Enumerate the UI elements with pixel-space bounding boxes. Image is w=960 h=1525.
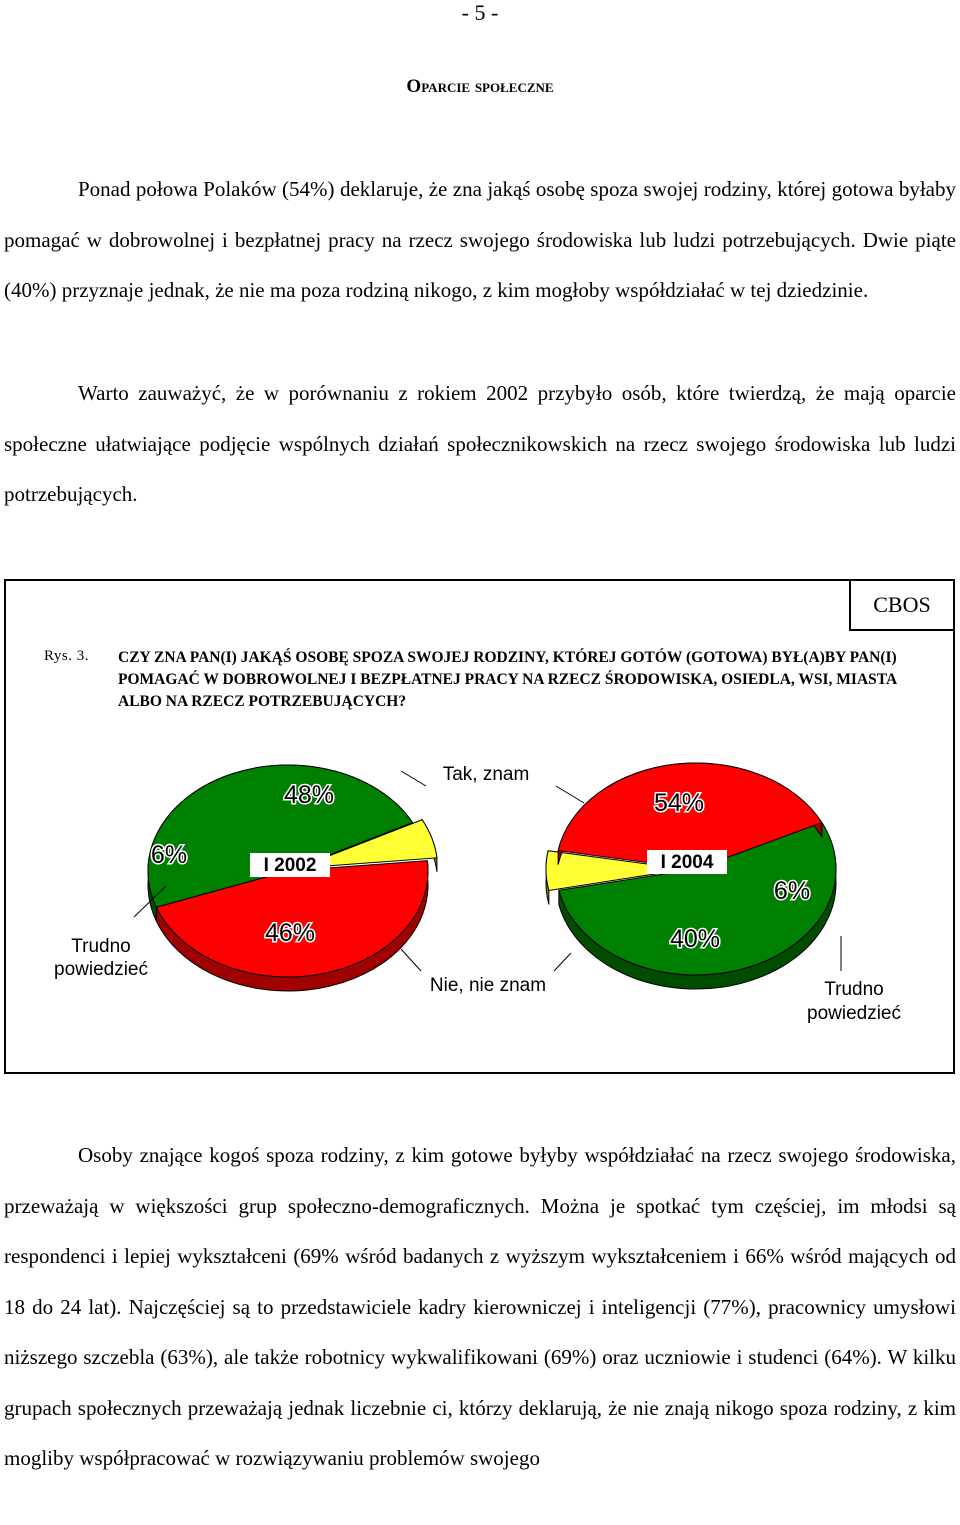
pie-2002-value-label: 46%	[264, 919, 316, 947]
label-dont-know-right-1: Trudno	[824, 979, 884, 1000]
label-dont-know-right-2: powiedzieć	[807, 1003, 901, 1024]
leader-line-no-left	[401, 949, 421, 971]
pie-2004-title: I 2004	[660, 852, 714, 873]
source-label: CBOS	[849, 579, 955, 631]
paragraph-intro	[4, 164, 956, 316]
paragraph-comparison	[4, 368, 956, 520]
leader-line-yes-right	[556, 786, 584, 803]
paragraph-intro-text: Ponad połowa Polaków (54%) deklaruje, że zna jakąś osobę spoza swojej rodziny, której gotowa byłaby pomagać w dobrowolnej i bezpłatnej pracy na rzecz swojego środowiska lub ludzi potrzebujących. Dwie piąte (40%) przyznaje jednak, że nie ma poza rodziną nikogo, z kim mogłoby współdziałać w tej dziedzinie.	[4, 177, 956, 302]
pie-2004-value-label: 54%	[653, 789, 705, 817]
label-no: Nie, nie znam	[429, 975, 547, 996]
leader-line-yes-left	[401, 771, 426, 786]
figure-question: CZY ZNA PAN(I) JAKĄŚ OSOBĘ SPOZA SWOJEJ RODZINY, KTÓREJ GOTÓW (GOTOWA) BYŁ(A)BY PAN(I) POMAGAĆ W DOBROWOLNEJ I BEZPŁATNEJ PRACY NA RZECZ ŚRODOWISKA, OSIEDLA, WSI, MIASTA ALBO NA RZECZ POTRZEBUJĄCYCH?	[118, 649, 897, 710]
figure-label: Rys. 3.	[44, 648, 89, 664]
section-title: Oparcie społeczne	[406, 76, 554, 97]
paragraph-comparison-text: Warto zauważyć, że w porównaniu z rokiem 2002 przybyło osób, które twierdzą, że mają oparcie społeczne ułatwiające podjęcie wspólnych działań społecznikowskich na rzecz swojego środowiska lub ludzi potrzebujących.	[4, 381, 956, 506]
leader-line-no-right	[554, 953, 571, 971]
label-yes: Tak, znam	[442, 764, 530, 785]
paragraph-groups	[4, 1130, 956, 1484]
pie-2004-value-label: 40%	[669, 925, 721, 953]
paragraph-groups-text: Osoby znające kogoś spoza rodziny, z kim gotowe byłyby współdziałać na rzecz swojego środowiska, przeważają w większości grup społeczno-demograficznych. Można je spotkać tym częściej, im młodsi są respondenci i lepiej wykształceni (69% wśród badanych z wyższym wykształceniem i 66% wśród mających od 18 do 24 lat). Najczęściej są to przedstawiciele kadry kierowniczej i inteligencji (77%), pracownicy umysłowi niższego szczebla (63%), ale także robotnicy wykwalifikowani (69%) oraz uczniowie i studenci (64%). W kilku grupach społecznych przeważają jednak liczebnie ci, którzy deklarują, że nie znają nikogo spoza rodziny, z kim mogliby współpracować w rozwiązywaniu problemów swojego	[4, 1143, 956, 1470]
pie-charts	[6, 581, 953, 1072]
page-number: - 5 -	[461, 0, 499, 25]
pie-2002-title: I 2002	[263, 855, 317, 876]
pie-2002-value-label: 6%	[150, 841, 188, 869]
label-dont-know-left-2: powiedzieć	[54, 959, 148, 980]
pie-2004-value-label: 6%	[773, 877, 811, 905]
figure-box	[4, 579, 955, 1074]
pie-2002-value-label: 48%	[283, 781, 335, 809]
label-dont-know-left-1: Trudno	[71, 936, 131, 957]
